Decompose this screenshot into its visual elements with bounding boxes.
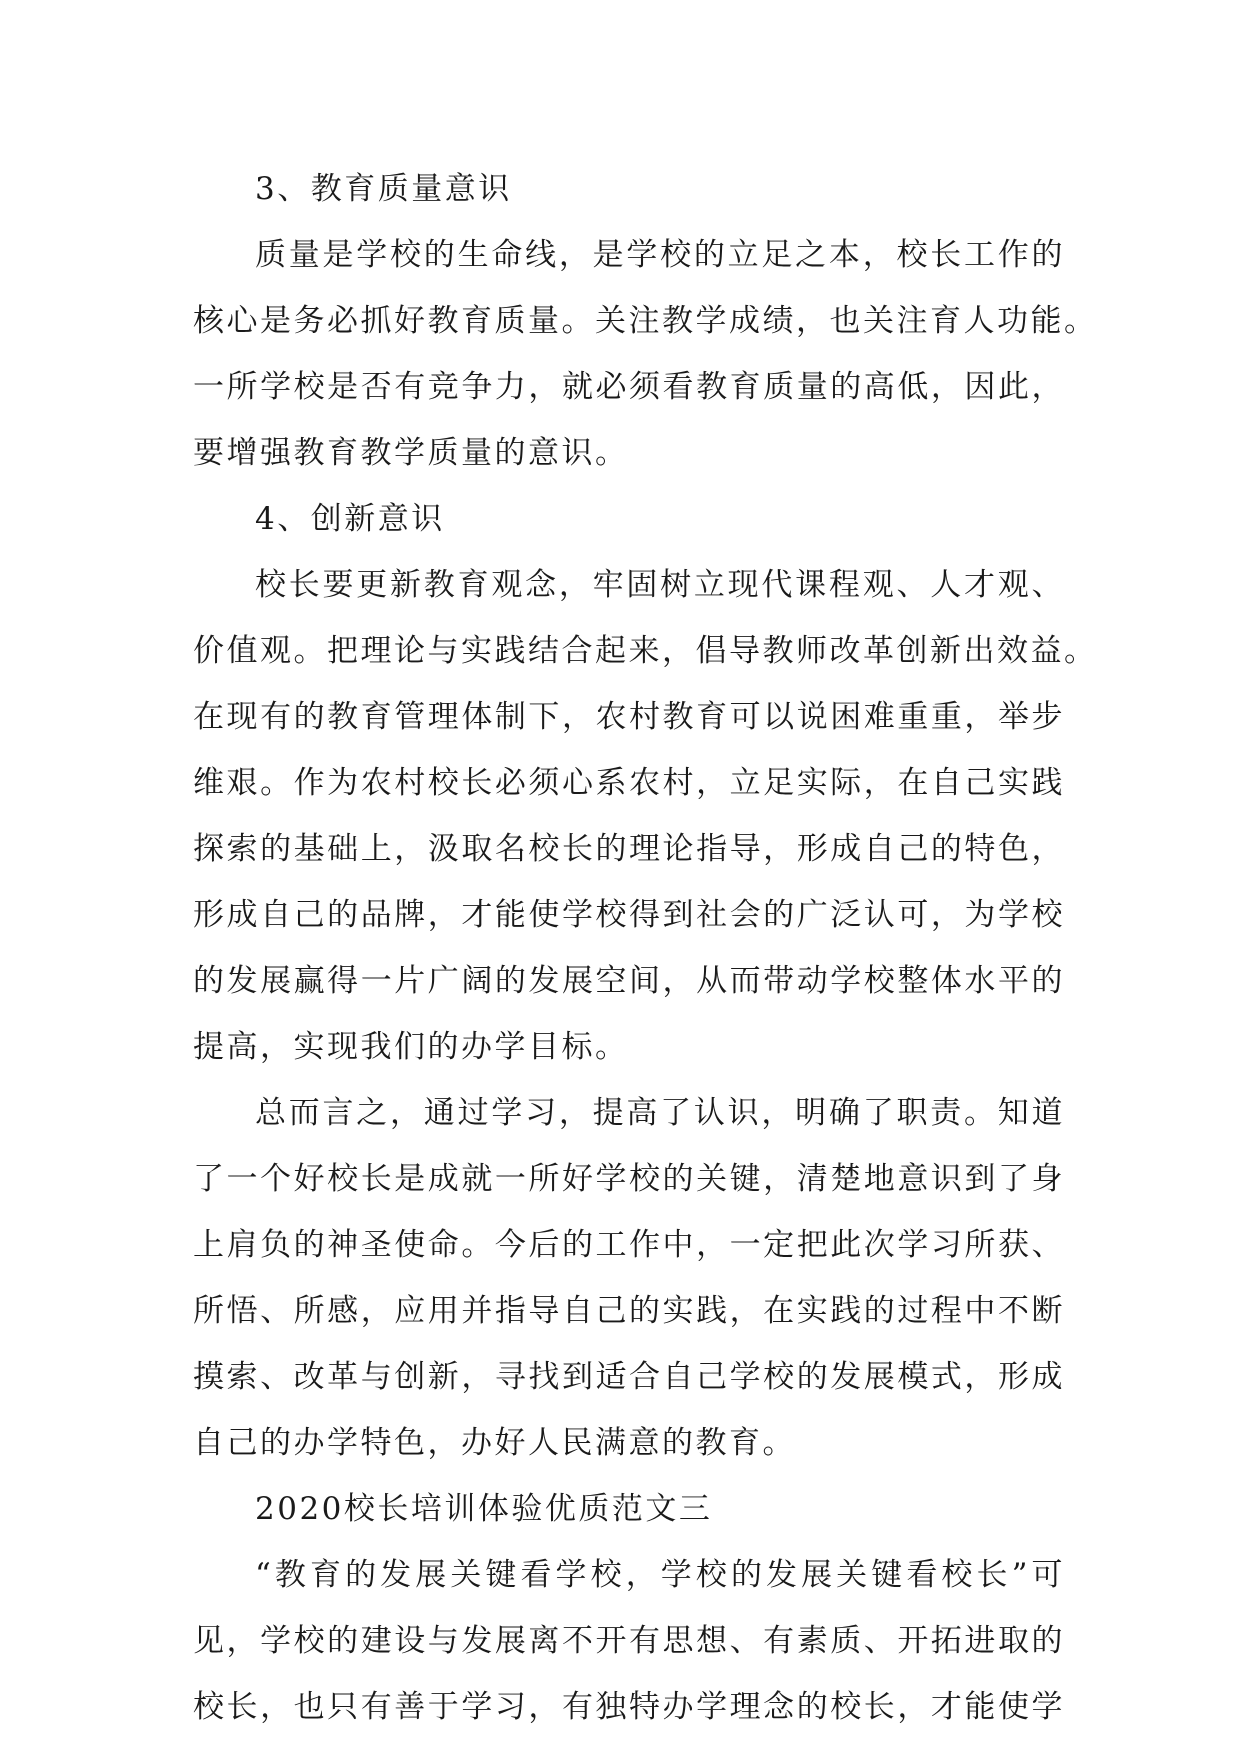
- text-line: 维艰。作为农村校长必须心系农村，立足实际，在自己实践: [193, 765, 1065, 801]
- text-line: 的发展赢得一片广阔的发展空间，从而带动学校整体水平的: [193, 963, 1065, 999]
- text-line: 摸索、改革与创新，寻找到适合自己学校的发展模式，形成: [193, 1359, 1065, 1395]
- text-line: “教育的发展关键看学校，学校的发展关键看校长”可: [255, 1557, 1065, 1593]
- text-line: 质量是学校的生命线，是学校的立足之本，校长工作的: [255, 237, 1065, 273]
- text-line: 核心是务必抓好教育质量。关注教学成绩，也关注育人功能。: [193, 303, 1098, 339]
- text-line: 校长，也只有善于学习，有独特办学理念的校长，才能使学: [193, 1689, 1065, 1725]
- text-line: 3、教育质量意识: [255, 171, 512, 207]
- text-line: 4、创新意识: [255, 501, 445, 537]
- text-line: 总而言之，通过学习，提高了认识，明确了职责。知道: [255, 1095, 1065, 1131]
- text-line: 所悟、所感，应用并指导自己的实践，在实践的过程中不断: [193, 1293, 1065, 1329]
- text-line: 要增强教育教学质量的意识。: [193, 435, 629, 471]
- text-line: 提高，实现我们的办学目标。: [193, 1029, 629, 1065]
- text-line: 自己的办学特色，办好人民满意的教育。: [193, 1425, 796, 1461]
- text-line: 校长要更新教育观念，牢固树立现代课程观、人才观、: [255, 567, 1065, 603]
- text-line: 见，学校的建设与发展离不开有思想、有素质、开拓进取的: [193, 1623, 1065, 1659]
- text-line: 价值观。把理论与实践结合起来，倡导教师改革创新出效益。: [193, 633, 1098, 669]
- text-line: 上肩负的神圣使命。今后的工作中，一定把此次学习所获、: [193, 1227, 1065, 1263]
- text-line: 在现有的教育管理体制下，农村教育可以说困难重重，举步: [193, 699, 1065, 735]
- text-line: 形成自己的品牌，才能使学校得到社会的广泛认可，为学校: [193, 897, 1065, 933]
- text-line: 2020校长培训体验优质范文三: [255, 1491, 713, 1527]
- text-line: 了一个好校长是成就一所好学校的关键，清楚地意识到了身: [193, 1161, 1065, 1197]
- text-line: 一所学校是否有竞争力，就必须看教育质量的高低，因此，: [193, 369, 1065, 405]
- text-line: 探索的基础上，汲取名校长的理论指导，形成自己的特色，: [193, 831, 1065, 867]
- document-body: [193, 156, 1098, 1740]
